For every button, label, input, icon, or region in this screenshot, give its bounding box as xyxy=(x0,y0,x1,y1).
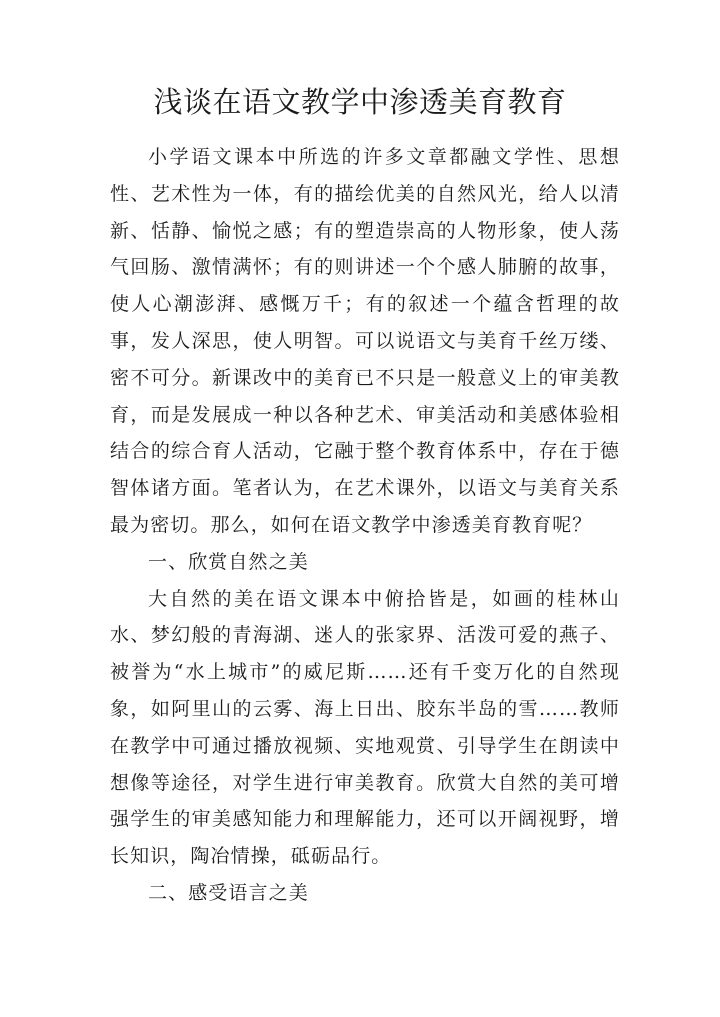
section-heading-nature: 一、欣赏自然之美 xyxy=(148,550,309,573)
nature-paragraph: 大自然的美在语文课本中俯拾皆是，如画的桂林山水、梦幻般的青海湖、迷人的张家界、活泼可爱的燕子、被誉为“水上城市”的威尼斯……还有千变万化的自然现象，如阿里山的云雾、海上日出、胶东半岛的雪……教师在教学中可通过播放视频、实地观赏、引导学生在朗读中想像等途径，对学生进行审美教育。欣赏大自然的美可增强学生的审美感知能力和理解能力，还可以开阔视野，增长知识，陶冶情操，砥砺品行。 xyxy=(110,587,620,868)
document-title: 浅谈在语文教学中渗透美育教育 xyxy=(153,85,567,119)
section-heading-language: 二、感受语言之美 xyxy=(148,881,309,904)
intro-paragraph: 小学语文课本中所选的许多文章都融文学性、思想性、艺术性为一体，有的描绘优美的自然风光，给人以清新、恬静、愉悦之感；有的塑造崇高的人物形象，使人荡气回肠、激情满怀；有的则讲述一个个感人肺腑的故事，使人心潮澎湃、感慨万千；有的叙述一个蕴含哲理的故事，发人深思，使人明智。可以说语文与美育千丝万缕、密不可分。新课改中的美育已不只是一般意义上的审美教育，而是发展成一种以各种艺术、审美活动和美感体验相结合的综合育人活动，它融于整个教育体系中，存在于德智体诸方面。笔者认为，在艺术课外，以语文与美育关系最为密切。那么，如何在语文教学中渗透美育教育呢？ xyxy=(110,146,620,536)
document-body xyxy=(110,139,620,912)
